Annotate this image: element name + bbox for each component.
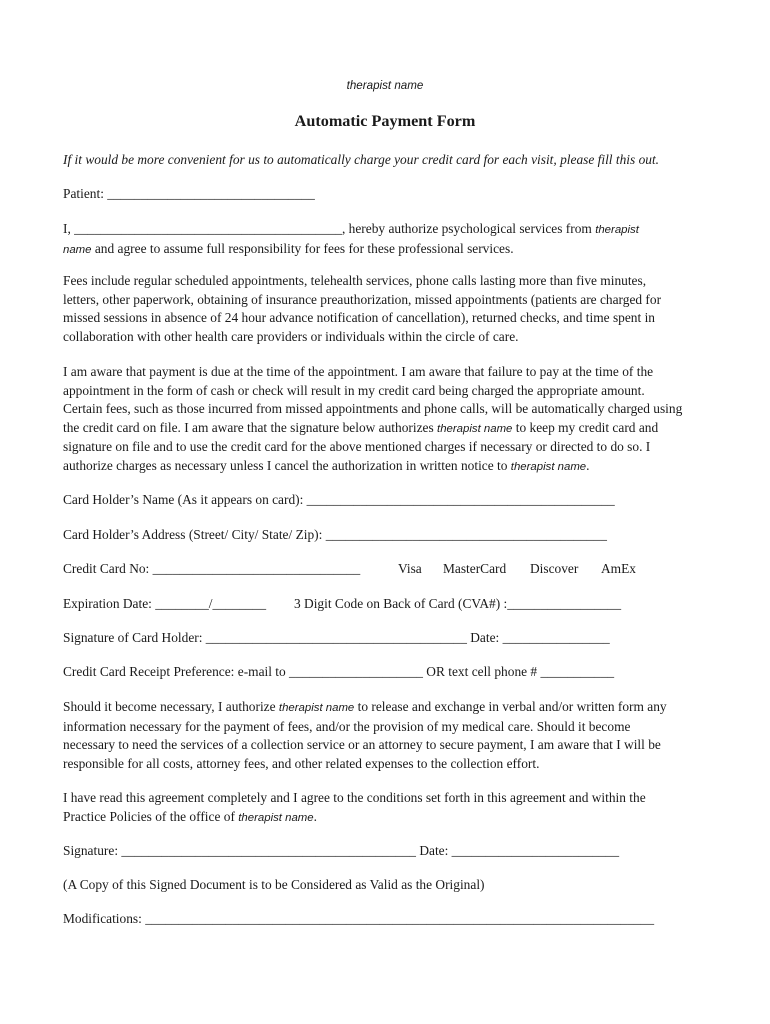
fees-paragraph (63, 272, 713, 346)
release-text: to release and exchange in verbal and/or written form any (354, 699, 667, 714)
signature-field[interactable]: Signature: ____________________________________________ Date: _________________________ (63, 843, 620, 858)
awareness-text: . (586, 457, 590, 473)
fees-line: Fees include regular scheduled appointments, telehealth services, phone calls lasting more than five minutes, (63, 273, 647, 288)
credit-card-number-field[interactable]: Credit Card No: _______________________________ (63, 561, 361, 576)
payment-awareness-paragraph (63, 363, 713, 477)
awareness-text: authorize charges as necessary unless I cancel the authorization in written notice to (63, 457, 511, 473)
authorization-text: I, ________________________________________, hereby authorize psychological services from (63, 221, 596, 236)
card-holder-address-field[interactable]: Card Holder’s Address (Street/ City/ State/ Zip): __________________________________________ (63, 527, 607, 542)
card-type-discover[interactable]: Discover (530, 561, 579, 576)
release-line: information necessary for the payment of fees, and/or the provision of my medical care. Should it become (63, 718, 631, 734)
copy-validity-note: (A Copy of this Signed Document is to be Considered as Valid as the Original) (63, 877, 485, 892)
authorization-paragraph (63, 220, 713, 259)
awareness-text: to keep my credit card and (512, 419, 659, 435)
card-type-mastercard[interactable]: MasterCard (443, 561, 507, 576)
release-text: Should it become necessary, I authorize (63, 699, 279, 714)
agreement-line: I have read this agreement completely and I agree to the conditions set forth in this agreement and within the (63, 790, 646, 805)
card-type-visa[interactable]: Visa (398, 561, 422, 576)
release-paragraph (63, 698, 713, 773)
release-line: necessary to need the services of a collection service or an attorney to secure payment, I am aware that I will be (63, 737, 661, 753)
awareness-line: Certain fees, such as those incurred from missed appointments and phone calls, will be automatically charged using (63, 401, 683, 417)
authorization-text: and agree to assume full responsibility for fees for these professional services. (91, 240, 514, 256)
agreement-paragraph (63, 789, 713, 827)
awareness-line: appointment in the form of cash or check will result in my credit card being charged the appropriate amount. (63, 382, 645, 398)
agreement-text: Practice Policies of the office of (63, 808, 239, 824)
therapist-name-header: therapist name (346, 79, 424, 92)
therapist-name-inline: therapist name (278, 702, 355, 714)
card-holder-name-field[interactable]: Card Holder’s Name (As it appears on card): ______________________________________________ (63, 492, 615, 507)
therapist-name-inline: therapist name (238, 811, 314, 824)
authorization-line-2 (63, 240, 713, 260)
awareness-line: signature on file and to use the credit card for the above mentioned charges if necessary or directed to do so. I (63, 439, 651, 455)
intro-text: If it would be more convenient for us to automatically charge your credit card for each visit, please fill this out. (63, 152, 660, 167)
therapist-name-inline: therapist (595, 224, 639, 236)
receipt-preference-field[interactable]: Credit Card Receipt Preference: e-mail to ____________________ OR text cell phone # ___________ (63, 664, 615, 679)
awareness-line (63, 419, 713, 439)
therapist-name-inline: name (63, 243, 92, 256)
therapist-name-inline: therapist name (437, 422, 513, 435)
awareness-line: I am aware that payment is due at the time of the appointment. I am aware that failure to pay at the time of the (63, 364, 654, 379)
fees-line: collaboration with other health care providers or individuals within the circle of care. (63, 328, 519, 344)
page-title: Automatic Payment Form (294, 112, 476, 130)
authorization-line-1 (63, 220, 713, 240)
fees-line: letters, other paperwork, obtaining of insurance preauthorization, missed appointments (patients are charged for (63, 291, 662, 307)
expiration-date-field[interactable]: Expiration Date: ________/________ (63, 596, 267, 611)
release-line (63, 698, 713, 718)
cva-code-field[interactable]: 3 Digit Code on Back of Card (CVA#) :_________________ (294, 596, 622, 611)
release-line: responsible for all costs, attorney fees, and other related expenses to the collection effort. (63, 755, 540, 771)
therapist-name-inline: therapist name (510, 460, 587, 473)
fees-line: missed sessions in absence of 24 hour advance notification of cancellation), returned checks, and time spent in (63, 310, 655, 326)
agreement-line (63, 808, 713, 828)
patient-field[interactable]: Patient: _______________________________ (63, 186, 315, 201)
awareness-text: the credit card on file. I am aware that the signature below authorizes (63, 419, 438, 435)
card-holder-signature-field[interactable]: Signature of Card Holder: _______________________________________ Date: ________________ (63, 630, 610, 645)
card-type-amex[interactable]: AmEx (601, 561, 636, 576)
modifications-field[interactable]: Modifications: ____________________________________________________________________________ (63, 911, 655, 926)
awareness-line (63, 457, 713, 477)
agreement-text: . (313, 808, 317, 824)
